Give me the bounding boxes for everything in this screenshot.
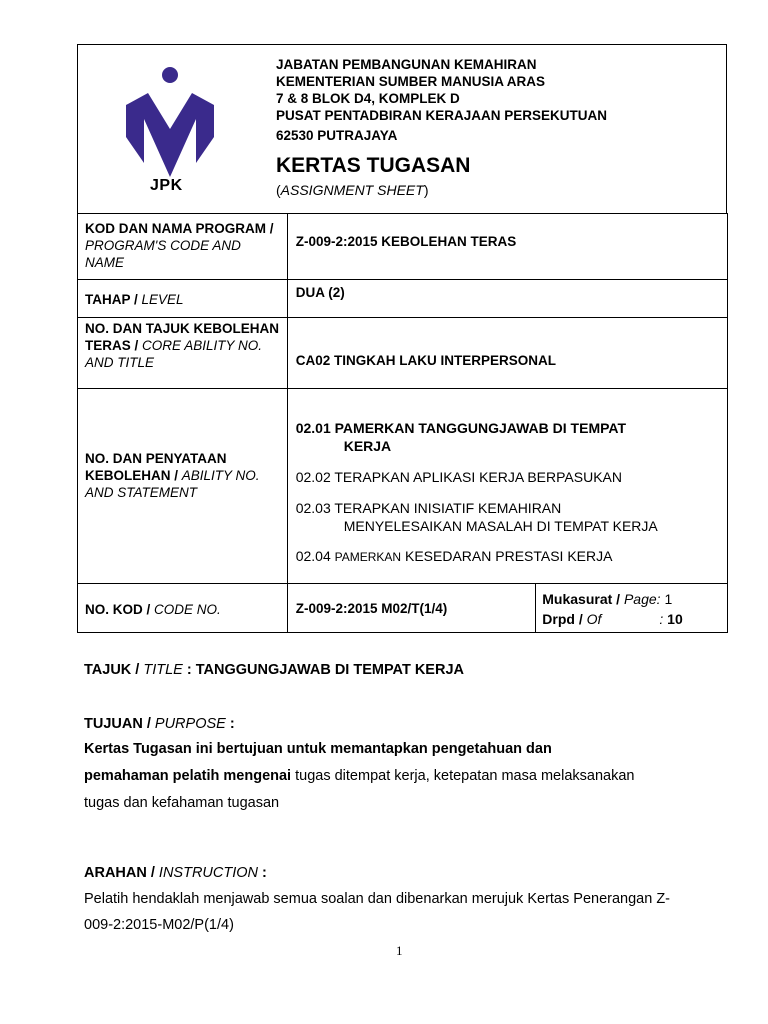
instruction-line: 009-2:2015-M02/P(1/4) — [84, 917, 234, 933]
logo-text: JPK — [150, 177, 183, 194]
address-line: 62530 PUTRAJAYA — [276, 128, 398, 143]
core-ability-value: CA02 TINGKAH LAKU INTERPERSONAL — [287, 318, 727, 389]
page-count-cell — [536, 584, 728, 633]
purpose-heading: TUJUAN / PURPOSE : — [84, 716, 235, 732]
ability-label: NO. DAN PENYATAAN KEBOLEHAN / ABILITY NO. AND STATEMENT — [78, 389, 288, 584]
program-row — [78, 214, 728, 280]
ability-statement: 02.04 PAMERKAN KESEDARAN PRESTASI KERJA — [295, 548, 613, 564]
info-table — [77, 213, 728, 633]
address-line: PUSAT PENTADBIRAN KERAJAAN PERSEKUTUAN — [276, 108, 608, 123]
code-row — [78, 584, 728, 633]
purpose-line: Kertas Tugasan ini bertujuan untuk memantapkan pengetahuan dan — [84, 741, 552, 757]
address-line: KEMENTERIAN SUMBER MANUSIA ARAS — [276, 74, 546, 89]
code-label: NO. KOD / CODE NO. — [78, 584, 288, 633]
address-line: JABATAN PEMBANGUNAN KEMAHIRAN — [276, 57, 537, 72]
document-subtitle: (ASSIGNMENT SHEET) — [276, 182, 429, 198]
ability-statement: 02.01 PAMERKAN TANGGUNGJAWAB DI TEMPAT KERJA — [295, 420, 627, 454]
instruction-heading: ARAHAN / INSTRUCTION : — [84, 865, 267, 881]
page-number: 1 — [396, 943, 403, 958]
level-label: TAHAP / LEVEL — [78, 280, 288, 318]
code-value: Z-009-2:2015 M02/T(1/4) — [287, 584, 536, 633]
address-line: 7 & 8 BLOK D4, KOMPLEK D — [276, 91, 460, 106]
core-ability-row — [78, 318, 728, 389]
program-label: KOD DAN NAMA PROGRAM / PROGRAM'S CODE AND NAME — [78, 214, 288, 280]
ability-statements — [287, 389, 727, 584]
ability-row — [78, 389, 728, 584]
program-value: Z-009-2:2015 KEBOLEHAN TERAS — [287, 214, 727, 280]
assignment-title: TAJUK / TITLE : TANGGUNGJAWAB DI TEMPAT KERJA — [84, 662, 464, 678]
document-title: KERTAS TUGASAN — [276, 154, 471, 177]
level-value: DUA (2) — [287, 280, 727, 318]
purpose-line: pemahaman pelatih mengenai tugas ditempat kerja, ketepatan masa melaksanakan — [84, 768, 635, 784]
jpk-logo-icon — [126, 67, 214, 177]
of-line: Drpd / Of : 10 — [542, 611, 683, 627]
purpose-line: tugas dan kefahaman tugasan — [84, 795, 280, 811]
core-ability-label: NO. DAN TAJUK KEBOLEHAN TERAS / CORE ABILITY NO. AND TITLE — [78, 318, 288, 389]
page-line: Mukasurat / Page: 1 — [542, 591, 673, 607]
ability-statement: 02.03 TERAPKAN INISIATIF KEMAHIRAN MENYELESAIKAN MASALAH DI TEMPAT KERJA — [295, 500, 658, 534]
ability-statement: 02.02 TERAPKAN APLIKASI KERJA BERPASUKAN — [295, 469, 622, 485]
level-row — [78, 280, 728, 318]
instruction-line: Pelatih hendaklah menjawab semua soalan dan dibenarkan merujuk Kertas Penerangan Z- — [84, 891, 671, 907]
document-header — [77, 44, 727, 213]
